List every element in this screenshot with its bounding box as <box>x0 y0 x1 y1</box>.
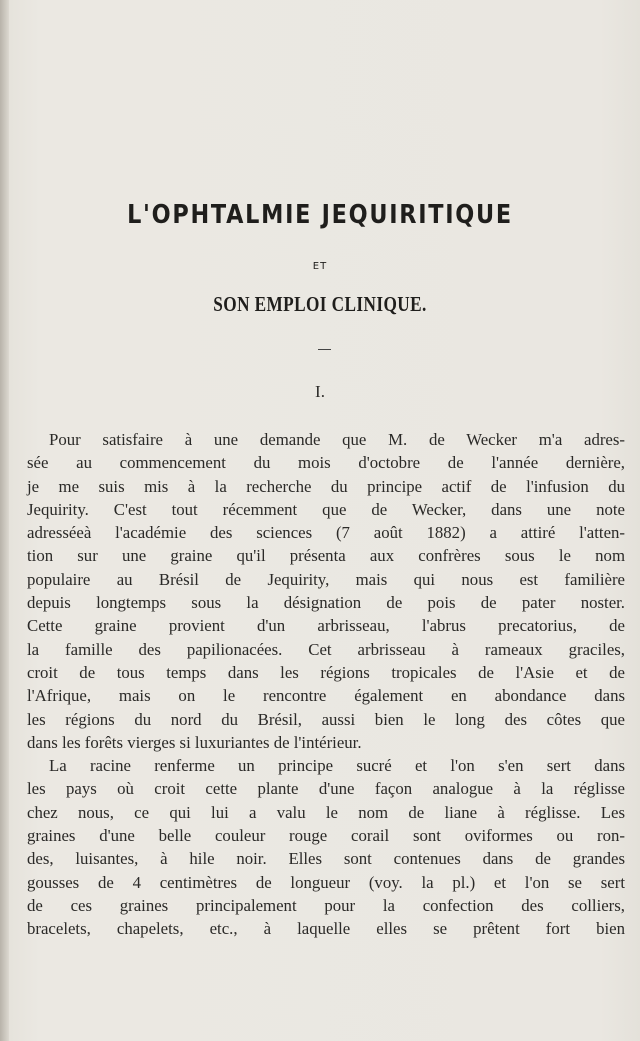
chapter-subtitle: SON EMPLOI CLINIQUE. <box>213 292 427 316</box>
text-line: populaire au Brésil de Jequirity, mais qui nous est familière <box>27 569 625 589</box>
text-line: Pour satisfaire à une demande que M. de Wecker m'a adres- <box>49 430 625 449</box>
text-line: adresséeà l'académie des sciences (7 août 1882) a attiré l'atten- <box>27 523 625 543</box>
text-line: chez nous, ce qui lui a valu le nom de liane à réglisse. Les <box>27 802 625 822</box>
text-line: graines d'une belle couleur rouge corail sont oviformes ou ron- <box>27 826 625 846</box>
body-text <box>27 428 625 941</box>
section-number: I. <box>315 382 325 401</box>
text-line: La racine renferme un principe sucré et l'on s'en sert dans <box>49 756 625 776</box>
text-line: Cette graine provient d'un arbrisseau, l'abrus precatorius, de <box>27 616 625 636</box>
title-conjunction: ET <box>312 261 328 272</box>
text-line: bracelets, chapelets, etc., à laquelle elles se prêtent fort bien <box>27 919 625 939</box>
text-line: gousses de 4 centimètres de longueur (voy. la pl.) et l'on se sert <box>27 872 625 892</box>
text-line: des, luisantes, à hile noir. Elles sont contenues dans de grandes <box>27 849 625 869</box>
page-binding-edge <box>0 0 9 1041</box>
text-line: les régions du nord du Brésil, aussi bien le long des côtes que <box>27 709 625 729</box>
text-line: croit de tous temps dans les régions tropicales de l'Asie et de <box>27 662 625 682</box>
text-line: de ces graines principalement pour la confection des colliers, <box>27 895 625 915</box>
text-line: tion sur une graine qu'il présenta aux confrères sous le nom <box>27 546 625 566</box>
text-line: depuis longtemps sous la désignation de pois de pater noster. <box>27 593 625 613</box>
text-line: Jequirity. C'est tout récemment que de Wecker, dans une note <box>27 499 625 519</box>
text-line: je me suis mis à la recherche du principe actif de l'infusion du <box>27 476 625 496</box>
text-line: la famille des papilionacées. Cet arbrisseau à rameaux graciles, <box>27 639 625 659</box>
title-rule <box>318 349 331 350</box>
text-line: l'Afrique, mais on le rencontre également en abondance dans <box>27 686 625 706</box>
text-line: les pays où croit cette plante d'une façon analogue à la réglisse <box>27 779 625 799</box>
text-line: dans les forêts vierges si luxuriantes de l'intérieur. <box>27 732 362 752</box>
chapter-title: L'OPHTALMIE JEQUIRITIQUE <box>127 200 513 230</box>
text-line: sée au commencement du mois d'octobre de l'année dernière, <box>27 453 625 473</box>
